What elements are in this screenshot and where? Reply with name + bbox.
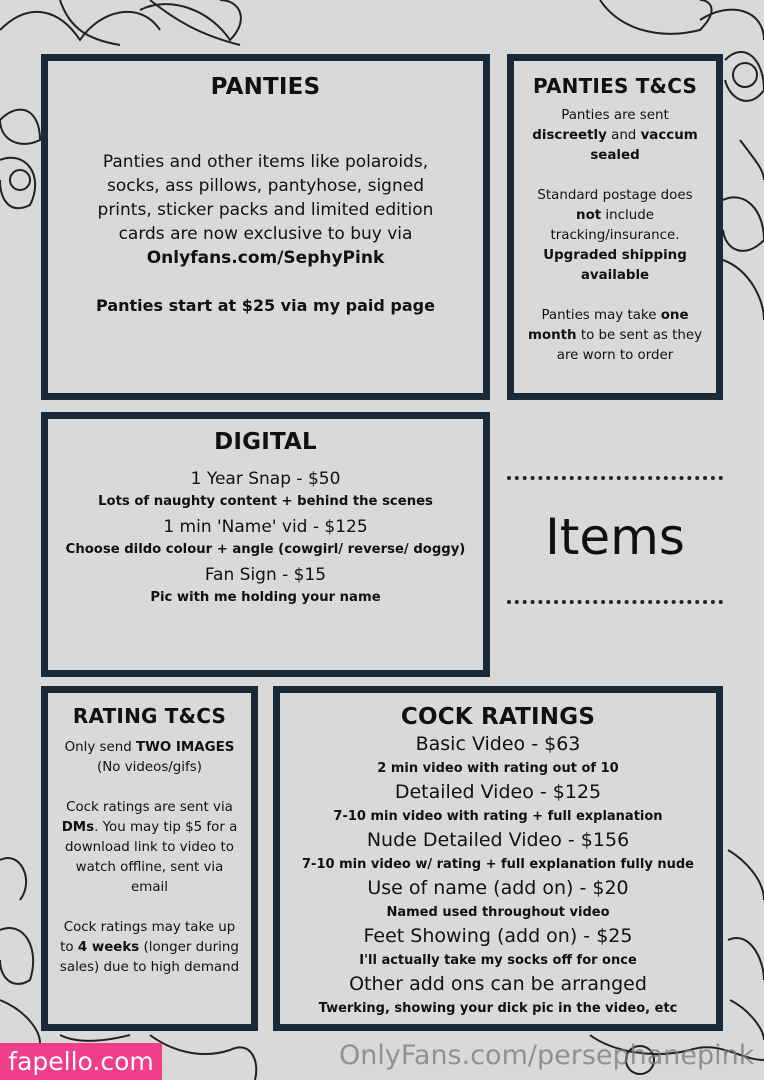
rating-item-name: Other add ons can be arranged <box>349 973 647 995</box>
dotted-divider-bottom <box>507 600 723 604</box>
digital-item-name: Fan Sign - $15 <box>204 565 327 585</box>
bold-text: DMs <box>61 820 95 835</box>
onlyfans-link[interactable]: Onlyfans.com/SephyPink <box>146 248 385 268</box>
bold-text: Upgraded shipping available <box>543 248 687 283</box>
rating-item-name: Basic Video - $63 <box>415 733 581 755</box>
rating-item-name: Use of name (add on) - $20 <box>367 877 629 899</box>
rating-tcs-p1 <box>58 738 241 778</box>
fapello-watermark: fapello.com <box>0 1043 162 1080</box>
panties-body-text: Panties and other items like polaroids, socks, ass pillows, pantyhose, signed prints, sticker packs and limited edition cards are now exclusive to buy via <box>97 152 434 244</box>
text: and <box>606 128 641 143</box>
digital-item-name: 1 Year Snap - $50 <box>190 469 341 489</box>
text: include tracking/insurance. <box>550 208 680 243</box>
text: (longer during sales) due to high demand <box>59 940 240 975</box>
items-heading: Items <box>545 508 685 566</box>
text: Standard postage does <box>537 188 693 203</box>
panties-start-price: Panties start at $25 via my paid page <box>96 296 435 315</box>
bold-text: discreetly <box>532 128 607 143</box>
text: Cock ratings are sent via <box>66 800 233 815</box>
digital-item-desc: Pic with me holding your name <box>150 590 381 605</box>
bold-text: vaccum sealed <box>590 128 698 163</box>
text: Only send <box>64 740 136 755</box>
rating-tcs-title: RATING T&CS <box>72 704 227 728</box>
panties-tcs-panel <box>507 54 723 400</box>
rating-item-desc: 7-10 min video with rating + full explanation <box>333 809 663 824</box>
cock-ratings-title: COCK RATINGS <box>400 704 596 730</box>
panties-body <box>82 150 449 318</box>
panties-tcs-p2 <box>526 186 704 286</box>
onlyfans-watermark: OnlyFans.com/persephanepink <box>339 1040 755 1071</box>
bold-text: 4 weeks <box>77 940 140 955</box>
rating-tcs-p2 <box>58 798 241 898</box>
panties-title: PANTIES <box>210 74 321 100</box>
rating-item-name: Nude Detailed Video - $156 <box>366 829 630 851</box>
panties-panel <box>41 54 490 400</box>
digital-panel <box>41 412 490 677</box>
digital-item-desc: Lots of naughty content + behind the scenes <box>98 494 433 509</box>
digital-item-name: 1 min 'Name' vid - $125 <box>163 517 368 537</box>
bold-text: one month <box>527 308 689 343</box>
rating-item-desc: 2 min video with rating out of 10 <box>377 761 619 776</box>
digital-item-desc: Choose dildo colour + angle (cowgirl/ reverse/ doggy) <box>65 542 466 557</box>
panties-tcs-title: PANTIES T&CS <box>532 74 698 98</box>
dotted-divider-top <box>507 476 723 480</box>
panties-tcs-p3 <box>526 306 704 366</box>
digital-title: DIGITAL <box>214 429 317 455</box>
text: Panties are sent <box>561 108 669 123</box>
rating-item-desc: Named used throughout video <box>386 905 610 920</box>
rating-tcs-p3 <box>58 918 241 978</box>
rating-item-desc: Twerking, showing your dick pic in the video, etc <box>318 1001 678 1016</box>
text: . You may tip $5 for a download link to video to watch offline, sent via email <box>65 820 238 895</box>
rating-item-desc: 7-10 min video w/ rating + full explanation fully nude <box>302 857 694 872</box>
bold-text: TWO IMAGES <box>135 740 235 755</box>
text: Cock ratings may take up to <box>60 920 236 955</box>
bold-text: not <box>576 208 602 223</box>
cock-ratings-panel <box>273 686 723 1031</box>
rating-item-name: Feet Showing (add on) - $25 <box>363 925 633 947</box>
text: to be sent as they are worn to order <box>556 328 703 363</box>
text: Panties may take <box>541 308 661 323</box>
rating-item-desc: I'll actually take my socks off for once <box>359 953 637 968</box>
panties-tcs-p1 <box>526 106 704 166</box>
text: (No videos/gifs) <box>97 760 202 775</box>
rating-item-name: Detailed Video - $125 <box>394 781 602 803</box>
rating-tcs-panel <box>41 686 258 1031</box>
